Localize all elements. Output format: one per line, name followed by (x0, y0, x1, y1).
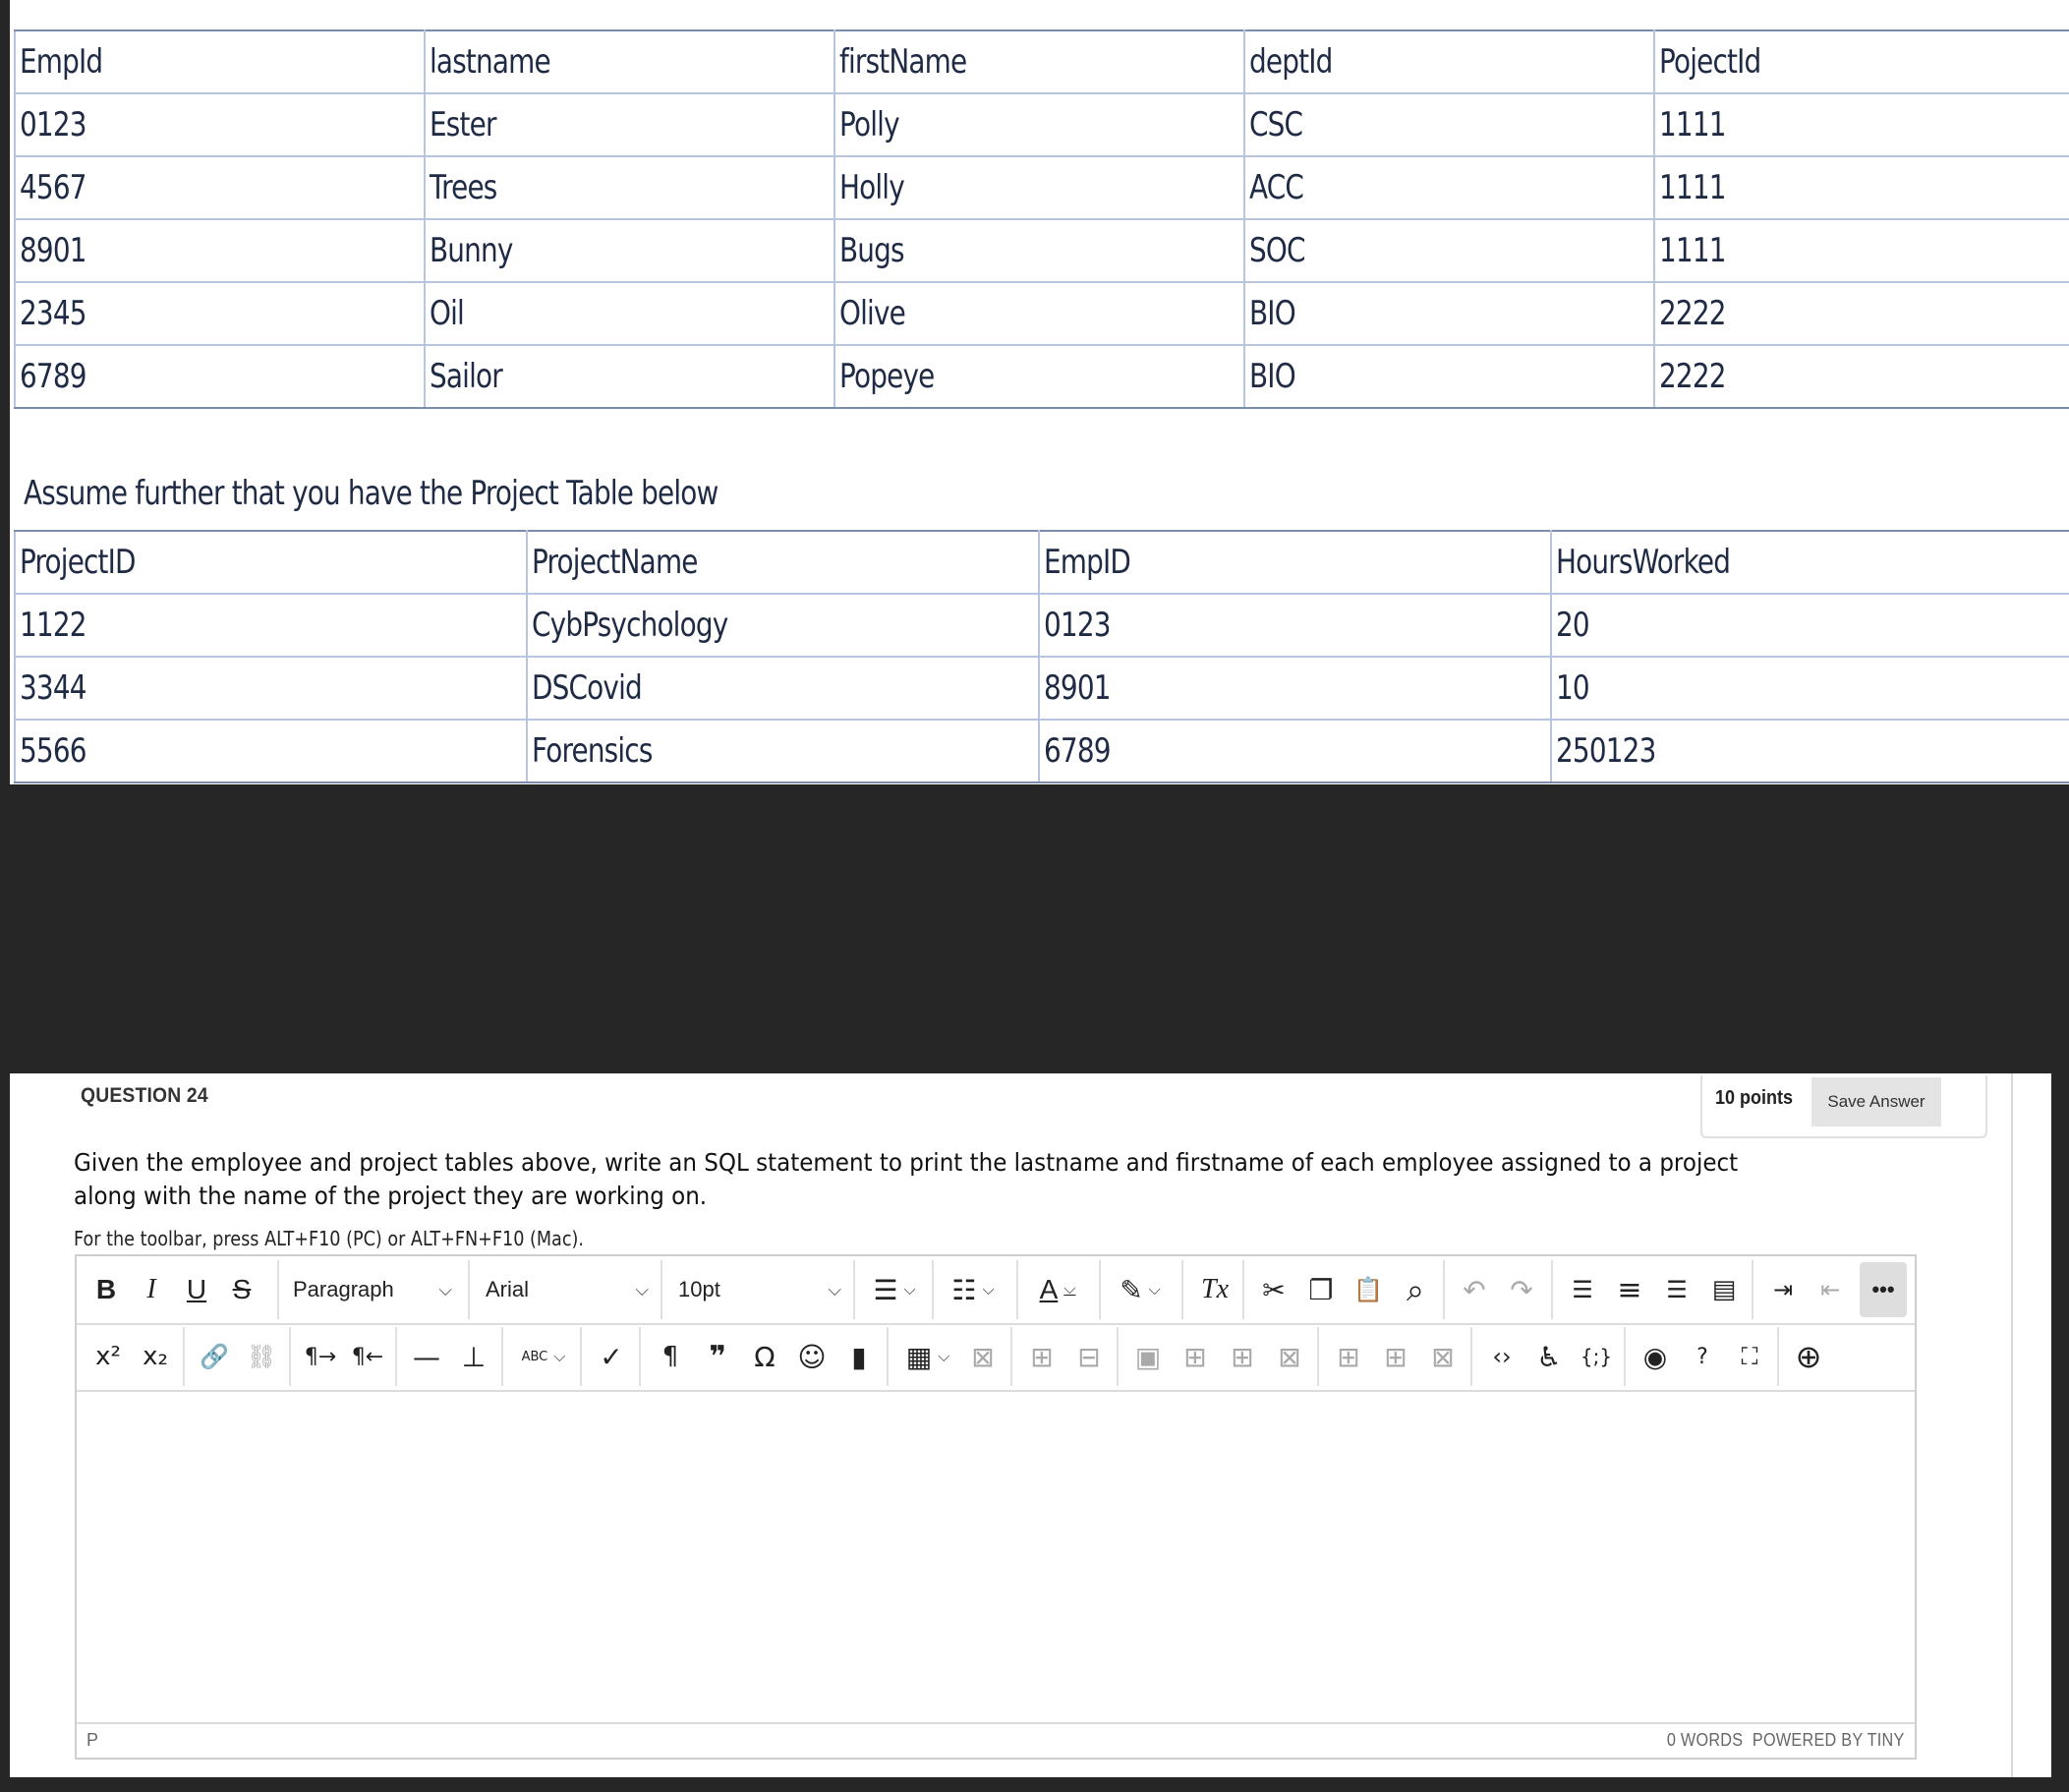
cell-text: 1111 (1659, 105, 1726, 145)
table-cell (1244, 30, 1654, 93)
delete-col-button[interactable]: ⊠ (1431, 1340, 1455, 1373)
table-cell (834, 156, 1244, 219)
superscript-button[interactable]: x² (95, 1342, 121, 1371)
cell-text: Oil (430, 294, 464, 333)
table-button[interactable] (896, 1323, 959, 1390)
toolbar-separator (1010, 1327, 1012, 1386)
cell-text: 1111 (1659, 168, 1726, 207)
more-options-button[interactable]: ••• (1860, 1262, 1907, 1317)
numbered-list-icon: ☷ (951, 1273, 977, 1306)
insert-col-after-button[interactable]: ⊞ (1384, 1340, 1408, 1373)
blockquote-button[interactable]: ❞ (709, 1339, 726, 1374)
question-title: QUESTION 24 (81, 1084, 208, 1107)
toolbar-separator (661, 1260, 662, 1319)
undo-button[interactable]: ↶ (1463, 1273, 1486, 1306)
toolbar-separator (501, 1327, 503, 1386)
cell-text: 1122 (20, 606, 86, 645)
table-icon: ▦ (905, 1340, 933, 1373)
toolbar-separator (1181, 1260, 1183, 1319)
table-cell (1244, 282, 1654, 345)
cell-text: Forensics (532, 731, 653, 771)
find-replace-button[interactable]: ⌕ (1407, 1270, 1424, 1308)
toolbar-separator (1470, 1327, 1472, 1386)
accessibility-checker-button[interactable]: ♿ (1536, 1340, 1562, 1373)
toolbar-row-2 (77, 1323, 1915, 1392)
table-row (15, 282, 2069, 345)
cell-text: Bunny (430, 231, 513, 270)
powered-by-link[interactable]: POWERED BY TINY (1753, 1730, 1905, 1750)
project-table-caption: Assume further that you have the Project Table below (24, 474, 718, 513)
table-cell (1551, 594, 2069, 657)
table-cell (425, 93, 834, 156)
cell-text: BIO (1249, 357, 1295, 396)
toolbar-separator (580, 1327, 582, 1386)
cell-text: 2222 (1659, 357, 1726, 396)
rich-text-editor (75, 1254, 1917, 1760)
cell-text: 6789 (20, 357, 86, 396)
show-blocks-button[interactable]: ¶ (661, 1342, 679, 1371)
fullscreen-button[interactable]: ⛶ (1741, 1343, 1758, 1370)
chevron-down-icon: ⌵ (635, 1279, 649, 1300)
table-row (15, 219, 2069, 282)
table-cell (527, 720, 1039, 782)
cell-text: 1111 (1659, 231, 1726, 270)
element-path[interactable]: P (86, 1730, 99, 1750)
toolbar-separator (468, 1260, 470, 1319)
font-size-value: 10pt (678, 1277, 720, 1301)
table-cell (15, 282, 425, 345)
special-character-button[interactable]: Ω (754, 1340, 776, 1373)
table-row-props-button[interactable]: ⊞ (1030, 1340, 1054, 1373)
toolbar-separator (1099, 1260, 1101, 1319)
editor-status-bar (77, 1722, 1915, 1758)
insert-content-button[interactable]: ⊥ (461, 1340, 487, 1373)
header-projectid: PojectId (1659, 42, 1761, 82)
toolbar-separator (1624, 1327, 1626, 1386)
table-row (15, 156, 2069, 219)
table-cell (1039, 720, 1551, 782)
chevron-down-icon: ⌵ (982, 1280, 995, 1299)
add-content-button[interactable]: ⊕ (1795, 1338, 1822, 1375)
emoji-button[interactable]: ☺ (797, 1340, 827, 1373)
table-cell (1654, 219, 2069, 282)
bullet-list-icon: ☰ (873, 1273, 898, 1306)
table-cell-props-button[interactable]: ⊟ (1077, 1340, 1101, 1373)
block-format-value: Paragraph (293, 1277, 394, 1301)
cell-text: Popeye (839, 357, 935, 396)
toolbar-separator (1016, 1260, 1018, 1319)
points-label: 10 points (1715, 1087, 1794, 1109)
table-row (15, 93, 2069, 156)
table-row (15, 594, 2069, 657)
table-cell (425, 219, 834, 282)
font-size-select[interactable] (678, 1256, 855, 1323)
toolbar-separator (1443, 1260, 1445, 1319)
code-sample-button[interactable]: ‹› (1492, 1343, 1512, 1370)
table-row (15, 345, 2069, 408)
cell-text: 250123 (1556, 731, 1656, 771)
employee-table (14, 29, 2069, 409)
toolbar-separator (1317, 1327, 1319, 1386)
header-projectid: ProjectID (20, 543, 136, 582)
table-row (15, 657, 2069, 720)
insert-row-below-button[interactable]: ⊞ (1231, 1340, 1254, 1373)
cell-text: 0123 (1044, 606, 1111, 645)
toolbar-separator (1117, 1327, 1119, 1386)
bold-button[interactable]: B (95, 1274, 117, 1304)
clear-formatting-button[interactable]: Tx (1201, 1274, 1229, 1304)
cell-text: Bugs (839, 231, 904, 270)
subscript-button[interactable]: x₂ (143, 1342, 168, 1371)
spellcheck-icon: ABC (521, 1349, 548, 1364)
cell-text: 8901 (20, 231, 86, 270)
table-cell (1654, 30, 2069, 93)
toolbar-row-1 (77, 1256, 1915, 1325)
cell-text: Polly (839, 105, 899, 145)
rtl-button[interactable]: ¶← (351, 1344, 384, 1369)
table-cell (15, 720, 527, 782)
toolbar-separator (932, 1260, 934, 1319)
table-row (15, 720, 2069, 782)
table-cell (425, 156, 834, 219)
redo-button[interactable]: ↷ (1510, 1273, 1533, 1306)
word-count[interactable]: 0 WORDS (1667, 1730, 1744, 1750)
header-projectname: ProjectName (532, 543, 698, 582)
insert-link-button[interactable]: 🔗 (200, 1343, 229, 1370)
table-cell (527, 657, 1039, 720)
table-cell (834, 282, 1244, 345)
cell-text: 0123 (20, 105, 86, 145)
copy-button[interactable]: ❐ (1308, 1273, 1334, 1306)
toolbar-separator (887, 1327, 889, 1386)
table-cell (1551, 720, 2069, 782)
cell-text: 2222 (1659, 294, 1726, 333)
strikethrough-button[interactable]: S (232, 1274, 252, 1304)
question-text: Given the employee and project tables above, write an SQL statement to print the lastname and firstname of each employee assigned to a project along with the name of the project they are working on. (74, 1148, 1739, 1210)
cell-text: DSCovid (532, 668, 642, 708)
cell-text: ACC (1249, 168, 1304, 207)
table-cell (15, 345, 425, 408)
editor-content-area[interactable] (77, 1392, 1915, 1718)
header-deptid: deptId (1249, 42, 1333, 82)
align-right-button[interactable]: ☰ (1666, 1276, 1688, 1303)
table-cell (1244, 156, 1654, 219)
table-cell (527, 594, 1039, 657)
delete-table-button[interactable]: ⊠ (971, 1340, 995, 1373)
cell-text: Olive (839, 294, 905, 333)
table-cell (1244, 93, 1654, 156)
table-header-row (15, 531, 2069, 594)
table-cell (1244, 345, 1654, 408)
text-color-icon: A (1039, 1274, 1059, 1304)
toolbar-separator (1551, 1260, 1553, 1319)
chevron-down-icon: ⌵ (1063, 1281, 1076, 1298)
table-cell (834, 30, 1244, 93)
numbered-list-button[interactable] (942, 1256, 1005, 1323)
preview-button[interactable]: ◉ (1642, 1340, 1668, 1373)
header-hoursworked: HoursWorked (1556, 543, 1731, 582)
outdent-button[interactable]: ⇤ (1819, 1276, 1841, 1303)
table-cell (425, 30, 834, 93)
table-cell (1551, 657, 2069, 720)
ltr-button[interactable]: ¶→ (304, 1344, 337, 1369)
table-cell (15, 657, 527, 720)
chevron-down-icon: ⌵ (1148, 1280, 1161, 1299)
underline-button[interactable]: U (186, 1274, 207, 1304)
chevron-down-icon: ⌵ (938, 1347, 950, 1365)
cell-text: 20 (1556, 606, 1589, 645)
cell-text: CSC (1249, 105, 1303, 145)
block-format-select[interactable] (293, 1256, 466, 1323)
table-header-row (15, 30, 2069, 93)
math-check-button[interactable]: ✓ (600, 1340, 623, 1373)
table-cell (1654, 345, 2069, 408)
toolbar-separator (395, 1327, 397, 1386)
table-cell (15, 531, 527, 594)
table-cell (425, 282, 834, 345)
table-cell (834, 345, 1244, 408)
spellcheck-button[interactable] (511, 1323, 576, 1390)
cell-text: Ester (430, 105, 496, 145)
horizontal-line-button[interactable]: — (413, 1340, 440, 1373)
cell-text: 4567 (20, 168, 86, 207)
toolbar-separator (289, 1327, 291, 1386)
insert-col-before-button[interactable]: ⊞ (1337, 1340, 1360, 1373)
cell-text: Trees (430, 168, 497, 207)
cell-text: SOC (1249, 231, 1305, 270)
table-cell (15, 219, 425, 282)
delete-row-button[interactable]: ⊠ (1278, 1340, 1301, 1373)
table-cell (15, 594, 527, 657)
font-family-value: Arial (486, 1277, 530, 1301)
header-lastname: lastname (430, 42, 550, 82)
cell-text: 6789 (1044, 731, 1111, 771)
toolbar-separator (1777, 1327, 1779, 1386)
justify-button[interactable]: ▤ (1711, 1275, 1737, 1304)
header-empid: EmpID (1044, 543, 1131, 582)
align-left-button[interactable]: ☰ (1572, 1276, 1593, 1303)
chevron-down-icon: ⌵ (903, 1280, 916, 1299)
toolbar-separator (853, 1260, 855, 1319)
table-cell (1039, 657, 1551, 720)
italic-button[interactable]: I (146, 1274, 156, 1304)
toolbar-separator (183, 1327, 185, 1386)
font-family-select[interactable] (486, 1256, 662, 1323)
chevron-down-icon: ⌵ (828, 1279, 841, 1300)
cut-button[interactable]: ✂ (1262, 1273, 1286, 1306)
header-empid: EmpId (20, 42, 103, 82)
cell-text: 10 (1556, 668, 1589, 708)
cell-text: BIO (1249, 294, 1295, 333)
insert-row-before-button[interactable]: ▣ (1134, 1340, 1162, 1373)
highlighter-icon: ✎ (1120, 1273, 1143, 1306)
table-cell (15, 156, 425, 219)
align-center-button[interactable]: ≡ (1617, 1272, 1642, 1307)
table-cell (15, 93, 425, 156)
cell-text: Holly (839, 168, 904, 207)
header-firstname: firstName (839, 42, 967, 82)
chevron-down-icon: ⌵ (438, 1279, 452, 1300)
text-color-button[interactable] (1026, 1256, 1089, 1323)
cell-text: Sailor (430, 357, 502, 396)
toolbar-separator (277, 1260, 279, 1319)
toolbar-separator (1242, 1260, 1244, 1319)
table-cell (527, 531, 1039, 594)
table-cell (1654, 156, 2069, 219)
table-cell (15, 30, 425, 93)
table-cell (425, 345, 834, 408)
bullet-list-button[interactable] (863, 1256, 926, 1323)
table-cell (1654, 282, 2069, 345)
cell-text: 3344 (20, 668, 86, 708)
insert-row-after-button[interactable]: ⊞ (1183, 1340, 1207, 1373)
toolbar-hint: For the toolbar, press ALT+F10 (PC) or ALT+FN+F10 (Mac). (74, 1227, 584, 1250)
help-button[interactable]: ? (1696, 1344, 1708, 1369)
cell-text: 2345 (20, 294, 86, 333)
highlight-color-button[interactable] (1109, 1256, 1172, 1323)
table-cell (1244, 219, 1654, 282)
toolbar-separator (1752, 1260, 1753, 1319)
cell-text: CybPsychology (532, 606, 728, 645)
source-code-button[interactable]: {;} (1580, 1345, 1613, 1368)
bookmark-button[interactable]: ▮ (851, 1340, 867, 1373)
table-cell (1654, 93, 2069, 156)
indent-button[interactable]: ⇥ (1772, 1276, 1794, 1303)
cell-text: 8901 (1044, 668, 1111, 708)
table-cell (1551, 531, 2069, 594)
status-right (1667, 1730, 1905, 1751)
table-cell (1039, 531, 1551, 594)
cell-text: 5566 (20, 731, 86, 771)
table-cell (1039, 594, 1551, 657)
table-cell (834, 93, 1244, 156)
paste-button[interactable]: 📋 (1353, 1276, 1383, 1303)
page-scroll-edge (2011, 1073, 2051, 1777)
project-table (14, 530, 2069, 783)
save-answer-button[interactable]: Save Answer (1811, 1077, 1941, 1127)
table-cell (834, 219, 1244, 282)
unlink-button[interactable]: ⛓ (246, 1343, 277, 1370)
toolbar-separator (639, 1327, 641, 1386)
chevron-down-icon: ⌵ (553, 1347, 566, 1365)
